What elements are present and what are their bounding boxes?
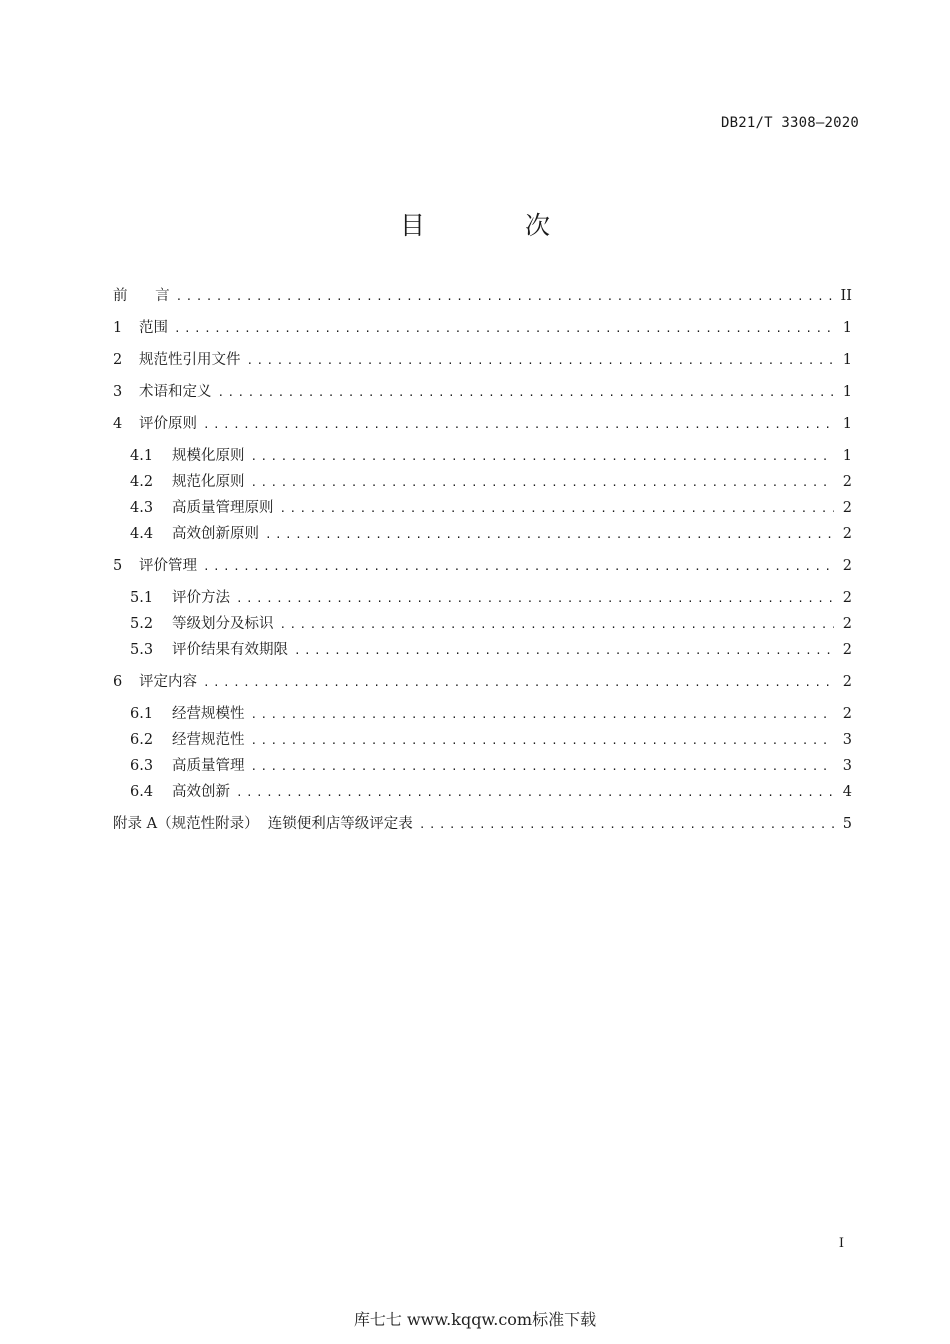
toc-entry-page: 5 — [842, 816, 852, 832]
toc-leader-dots — [265, 525, 834, 545]
toc-entry-6-1[interactable] — [113, 704, 852, 725]
toc-entry-6-3[interactable] — [113, 756, 852, 777]
toc-entry-number: 1 — [113, 320, 123, 336]
toc-entry-number: 4 — [113, 416, 123, 432]
toc-entry-number: 4.3 — [130, 500, 154, 516]
toc-entry-page: 2 — [842, 706, 852, 722]
toc-leader-dots — [247, 351, 835, 371]
table-of-contents — [113, 286, 852, 835]
toc-entry-2[interactable] — [113, 350, 852, 371]
toc-entry-page: 2 — [842, 674, 852, 690]
toc-entry-label: 规模化原则 — [172, 448, 245, 464]
toc-entry-page: 1 — [842, 320, 852, 336]
toc-entry-number: 3 — [113, 384, 123, 400]
toc-entry-label: 范围 — [139, 320, 168, 336]
toc-entry-number: 5 — [113, 558, 123, 574]
toc-entry-page: 2 — [842, 642, 852, 658]
toc-entry-5[interactable] — [113, 556, 852, 577]
toc-leader-dots — [174, 319, 834, 339]
toc-entry-label: 经营规范性 — [172, 732, 245, 748]
toc-entry-appendix-a[interactable] — [113, 814, 852, 835]
toc-entry-number: 6.3 — [130, 758, 154, 774]
toc-leader-dots — [280, 615, 835, 635]
toc-entry-number: 4.2 — [130, 474, 154, 490]
toc-leader-dots — [419, 815, 834, 835]
toc-entry-number: 2 — [113, 352, 123, 368]
toc-entry-number: 6.2 — [130, 732, 154, 748]
toc-leader-dots — [203, 415, 834, 435]
toc-leader-dots — [251, 447, 835, 467]
toc-entry-label: 评价结果有效期限 — [172, 642, 288, 658]
toc-entry-label: 评价原则 — [139, 416, 197, 432]
toc-entry-number: 5.3 — [130, 642, 154, 658]
toc-entry-5-2[interactable] — [113, 614, 852, 635]
document-code: DB21/T 3308—2020 — [720, 115, 859, 131]
toc-leader-dots — [203, 673, 834, 693]
toc-entry-page: 2 — [842, 474, 852, 490]
toc-entry-4[interactable] — [113, 414, 852, 435]
toc-entry-label: 术语和定义 — [139, 384, 212, 400]
toc-entry-5-1[interactable] — [113, 588, 852, 609]
toc-entry-label: 前 言 — [113, 288, 170, 304]
toc-entry-page: 4 — [842, 784, 852, 800]
toc-leader-dots — [251, 731, 835, 751]
toc-entry-page: 2 — [842, 526, 852, 542]
toc-entry-label: 高质量管理原则 — [172, 500, 274, 516]
toc-entry-page: 1 — [842, 384, 852, 400]
toc-entry-number: 4.1 — [130, 448, 154, 464]
toc-leader-dots — [236, 589, 834, 609]
toc-leader-dots — [236, 783, 834, 803]
toc-entry-number: 6 — [113, 674, 123, 690]
toc-entry-number: 6.4 — [130, 784, 154, 800]
toc-entry-label: 高效创新原则 — [172, 526, 259, 542]
toc-entry-6-2[interactable] — [113, 730, 852, 751]
toc-leader-dots — [176, 287, 834, 307]
toc-entry-label: 规范性引用文件 — [139, 352, 241, 368]
toc-entry-4-3[interactable] — [113, 498, 852, 519]
toc-leader-dots — [203, 557, 834, 577]
toc-entry-page: 2 — [842, 590, 852, 606]
toc-entry-number: 4.4 — [130, 526, 154, 542]
toc-entry-4-1[interactable] — [113, 446, 852, 467]
toc-leader-dots — [218, 383, 835, 403]
toc-leader-dots — [294, 641, 834, 661]
toc-entry-page: 2 — [842, 558, 852, 574]
toc-entry-3[interactable] — [113, 382, 852, 403]
toc-entry-number: 6.1 — [130, 706, 154, 722]
toc-entry-label: 评价管理 — [139, 558, 197, 574]
toc-entry-label: 高效创新 — [172, 784, 230, 800]
toc-entry-6[interactable] — [113, 672, 852, 693]
toc-entry-label: 评定内容 — [139, 674, 197, 690]
toc-entry-label: 等级划分及标识 — [172, 616, 274, 632]
toc-entry-page: 2 — [842, 500, 852, 516]
toc-entry-label: 附录 A（规范性附录） 连锁便利店等级评定表 — [113, 816, 413, 832]
toc-entry-page: 1 — [842, 416, 852, 432]
toc-entry-foreword[interactable] — [113, 286, 852, 307]
watermark: 库七七 www.kqqw.com标准下载 — [353, 1310, 597, 1329]
toc-entry-label: 规范化原则 — [172, 474, 245, 490]
toc-entry-4-4[interactable] — [113, 524, 852, 545]
toc-entry-6-4[interactable] — [113, 782, 852, 803]
toc-leader-dots — [251, 705, 835, 725]
toc-leader-dots — [280, 499, 835, 519]
toc-entry-1[interactable] — [113, 318, 852, 339]
toc-entry-page: 3 — [842, 758, 852, 774]
toc-entry-page: 1 — [842, 448, 852, 464]
toc-entry-number: 5.2 — [130, 616, 154, 632]
toc-entry-label: 经营规模性 — [172, 706, 245, 722]
toc-entry-page: 2 — [842, 616, 852, 632]
toc-entry-number: 5.1 — [130, 590, 154, 606]
toc-entry-label: 评价方法 — [172, 590, 230, 606]
toc-entry-page: 1 — [842, 352, 852, 368]
toc-entry-page: 3 — [842, 732, 852, 748]
page-title: 目 次 — [400, 211, 596, 240]
page-number: I — [838, 1236, 844, 1251]
toc-leader-dots — [251, 757, 835, 777]
toc-entry-page: II — [840, 288, 852, 304]
toc-leader-dots — [251, 473, 835, 493]
toc-entry-5-3[interactable] — [113, 640, 852, 661]
toc-entry-4-2[interactable] — [113, 472, 852, 493]
toc-entry-label: 高质量管理 — [172, 758, 245, 774]
